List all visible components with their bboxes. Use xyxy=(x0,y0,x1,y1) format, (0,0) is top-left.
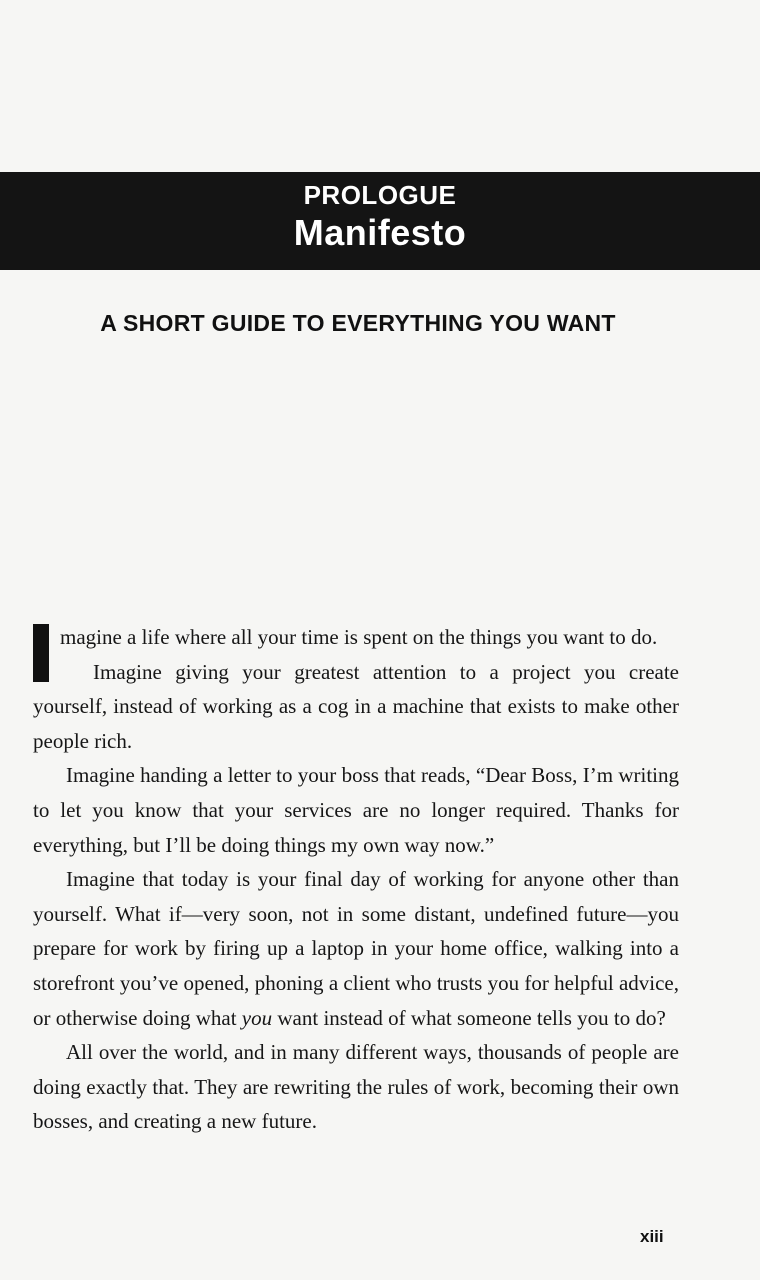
chapter-kicker: PROLOGUE xyxy=(303,180,457,210)
paragraph-5: All over the world, and in many different ways, thousands of people are doing exactly that. They are rewriting the rules of work, becoming their own bosses, and creating a new future. xyxy=(33,1040,679,1134)
page-number: xiii xyxy=(640,1227,664,1246)
paragraph-1-text: magine a life where all your time is spent on the things you want to do. xyxy=(60,625,658,649)
paragraph-4-emphasis: you xyxy=(241,1005,273,1030)
body-text xyxy=(33,620,679,1139)
chapter-banner xyxy=(0,172,760,270)
paragraph-4-text-a: Imagine that today is your final day of working for anyone other than yourself. What if—very soon, not in some distant, undefined future—you prepare for work by firing up a laptop in your home office, walking into a storefront you’ve opened, phoning a client who trusts you for helpful advice, or otherwise doing what xyxy=(33,867,679,1030)
paragraph-4 xyxy=(33,862,679,1035)
chapter-title: Manifesto xyxy=(293,212,467,253)
paragraph-4-text-b: want instead of what someone tells you to do? xyxy=(272,1005,666,1030)
paragraph-2: Imagine giving your greatest attention to a project you create yourself, instead of working as a cog in a machine that exists to make other people rich. xyxy=(33,659,679,753)
paragraph-1 xyxy=(33,620,679,655)
drop-cap xyxy=(33,624,49,682)
chapter-subtitle: A SHORT GUIDE TO EVERYTHING YOU WANT xyxy=(100,310,616,336)
paragraph-3: Imagine handing a letter to your boss that reads, “Dear Boss, I’m writing to let you know that your services are no longer required. Thanks for everything, but I’ll be doing things my own way now.” xyxy=(33,763,679,857)
